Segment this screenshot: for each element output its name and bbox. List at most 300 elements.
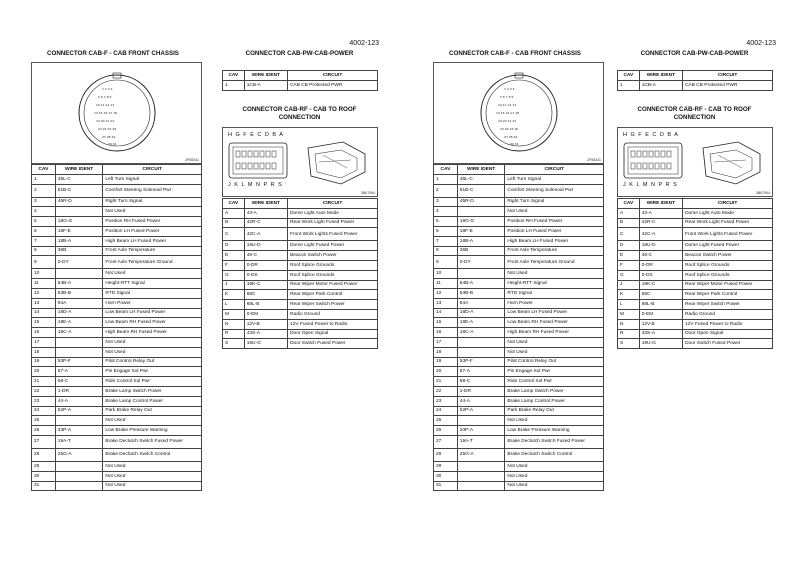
circuit-cell: Dome Light Fused Power [288,241,378,251]
wire-ident-cell: 18D-A [55,308,103,318]
cav-cell: 31 [32,481,56,491]
svg-text:27 28 29: 27 28 29 [102,135,116,139]
table-row [434,448,604,461]
cav-header: CAV [434,165,458,175]
circuit-cell: Rear Wiper Switch Power [683,300,773,310]
cab-pw-table [222,70,378,91]
circuit-cell: Not Used [505,207,604,217]
table-row [434,226,604,236]
table-row [223,270,378,280]
wire-ident-cell: 18C-A [55,328,103,338]
table-row [32,357,202,367]
circuit-cell: Radio Ground [288,309,378,319]
cav-cell: 1 [223,80,245,90]
cav-cell: 6 [434,226,458,236]
circuit-cell: Rear Wiper Motor Fused Power [683,280,773,290]
wire-ident-cell: 52P-A [457,406,505,416]
table-row [32,347,202,357]
table-row [434,197,604,207]
wire-ident-cell: 53P-F [55,357,103,367]
cav-cell: K [618,290,640,300]
cav-cell: 17 [434,337,458,347]
table-row [434,357,604,367]
circuit-cell: Front Axle Temperature Ground [103,256,202,269]
circuit-cell: Front Work Lights Fused Power [288,228,378,241]
cav-cell: 8 [434,246,458,256]
circuit-cell: Brake Declutch Switch Fused Power [505,435,604,448]
wire-ident-cell: 19A-T [457,435,505,448]
circuit-cell: Low Brake Pressure Warning [505,426,604,436]
table-row [223,309,378,319]
table-row [434,174,604,184]
table-row [32,298,202,308]
table-row [223,260,378,270]
wire-ident-cell: 36B [55,246,103,256]
circuit-cell: Not Used [103,416,202,426]
table-row [434,471,604,481]
circuit-cell: Radio Ground [683,309,773,319]
circuit-cell: Pilot Control Relay Out [505,357,604,367]
circuit-cell: CAB CB Protected PWR [288,80,378,90]
cav-cell: 7 [32,236,56,246]
wire-ident-cell [55,481,103,491]
cav-header: CAV [618,199,640,209]
wire-ident-header: WIRE IDENT [457,165,505,175]
table-header-row [223,199,378,209]
circuit-cell: Not Used [505,461,604,471]
circuit-cell: Door Switch Fused Power [288,339,378,349]
table-header-row [434,165,604,175]
table-row [32,435,202,448]
wire-ident-header: WIRE IDENT [639,71,682,81]
table-row [618,319,773,329]
cav-cell: 21 [434,377,458,387]
circuit-header: CIRCUIT [505,165,604,175]
wire-ident-cell: 19U-D [244,241,287,251]
cav-cell: 4 [434,207,458,217]
cav-cell: K [223,290,245,300]
circuit-cell: Pilot Control Relay Out [103,357,202,367]
cav-cell: 20 [32,367,56,377]
cav-cell: 29 [434,461,458,471]
cav-cell: J [618,280,640,290]
circuit-cell: Front Work Lights Fused Power [683,228,773,241]
cav-cell: 29 [32,461,56,471]
page-number: 4002-123 [349,40,379,47]
cav-cell: 22 [32,386,56,396]
cav-cell: A [223,208,245,218]
cav-cell: B [618,218,640,228]
cav-cell: 14 [32,308,56,318]
cab-rf-figure-ref: 3B67064 [755,191,770,195]
table-row [434,347,604,357]
wire-ident-cell [55,461,103,471]
circuit-cell: Beacon Switch Power [683,251,773,261]
wire-ident-cell [457,481,505,491]
wire-ident-cell: 68L-B [639,300,682,310]
cab-f-table [433,164,604,491]
cav-cell: 30 [434,471,458,481]
circuit-cell: Not Used [103,207,202,217]
svg-text:10 11 12 13: 10 11 12 13 [498,103,517,107]
table-row [223,280,378,290]
wire-ident-cell: 25G-A [457,448,505,461]
cav-cell: 10 [434,269,458,279]
cab-rf-pin-labels-top: H G F E C D B A [623,132,679,138]
circuit-cell: Dome Light Fused Power [683,241,773,251]
wire-ident-cell: 45R-D [55,197,103,207]
wire-ident-cell [55,471,103,481]
circuit-cell: Height-RTT Signal [505,279,604,289]
table-row [434,337,604,347]
table-row [618,241,773,251]
table-row [618,80,773,90]
wire-ident-cell: 1-DR [457,386,505,396]
wire-ident-cell: 43S-A [639,329,682,339]
wire-ident-cell: 12V-B [639,319,682,329]
round-connector-drawing [434,63,605,165]
circuit-cell: High Beam RH Fused Power [103,328,202,338]
svg-text:10 11 12 13: 10 11 12 13 [96,103,115,107]
wire-ident-cell: 18F-E [55,226,103,236]
circuit-cell: Pin Engage Sol Pwr [505,367,604,377]
table-row [32,207,202,217]
table-row [434,279,604,289]
circuit-cell: Not Used [505,471,604,481]
cav-cell: 15 [434,318,458,328]
wire-ident-cell [457,461,505,471]
table-row [32,426,202,436]
circuit-cell: RTD Signal [505,288,604,298]
cab-rf-title-line2: CONNECTION [278,114,321,121]
cab-rf-pin-labels-bottom: J K L M N P R S [228,182,283,188]
circuit-cell: Ride Control Sol Pwr [103,377,202,387]
wire-ident-cell: 43-A [639,208,682,218]
circuit-cell: Left Turn Signal [103,174,202,184]
wire-ident-cell: 42R-C [639,218,682,228]
table-header-row [618,199,773,209]
wire-ident-cell: 0-DR [244,260,287,270]
cav-cell: 23 [32,396,56,406]
table-row [434,416,604,426]
wire-ident-cell: 68L-B [244,300,287,310]
table-row [618,309,773,319]
circuit-cell: Right Turn Signal [505,197,604,207]
cab-f-figure-ref: 2F58341 [587,158,601,162]
circuit-cell: Position LH Fused Power [103,226,202,236]
wire-ident-cell: 19U-G [244,339,287,349]
table-row [32,308,202,318]
wire-ident-cell: 51B-C [55,184,103,197]
cav-cell: 16 [434,328,458,338]
circuit-cell: Low Beam LH Fused Power [505,308,604,318]
cav-cell: 17 [32,337,56,347]
table-row [32,246,202,256]
cav-cell: 12 [434,288,458,298]
wire-ident-cell: 64A [55,298,103,308]
wire-ident-header: WIRE IDENT [55,165,103,175]
wire-ident-cell: 0-EM [244,309,287,319]
cav-cell: 7 [434,236,458,246]
cav-cell: L [223,300,245,310]
cav-cell: 12 [32,288,56,298]
table-row [32,461,202,471]
table-row [434,481,604,491]
cav-cell: G [223,270,245,280]
wire-ident-cell: 64A [457,298,505,308]
wire-ident-cell: 51B-C [457,184,505,197]
table-row [434,217,604,227]
table-row [32,406,202,416]
cav-cell: 9 [32,256,56,269]
circuit-cell: Brake Declutch Switch Fused Power [103,435,202,448]
table-row [32,396,202,406]
table-row [434,386,604,396]
wire-ident-cell: 19U-G [639,339,682,349]
wire-ident-cell [457,416,505,426]
circuit-cell: Height-RTT Signal [103,279,202,289]
cav-cell: L [618,300,640,310]
table-row [32,184,202,197]
table-row [32,337,202,347]
wire-ident-cell: 0-DY [457,256,505,269]
wire-ident-cell: 18E-A [457,318,505,328]
wire-ident-cell: 58-C [55,377,103,387]
circuit-cell: Position RH Fused Power [103,217,202,227]
wire-ident-cell [457,269,505,279]
cab-f-title: CONNECTOR CAB-F - CAB FRONT CHASSIS [47,50,179,57]
cav-cell: 11 [32,279,56,289]
cav-header: CAV [223,199,245,209]
table-row [434,377,604,387]
wire-ident-cell: 25G-A [55,448,103,461]
cab-rf-figure-ref: 3B67064 [360,191,375,195]
table-row [434,288,604,298]
circuit-cell: Dome Light Auto Mode [683,208,773,218]
wire-ident-cell [55,347,103,357]
table-row [32,256,202,269]
wire-ident-cell: 0-DS [244,270,287,280]
table-row [434,184,604,197]
wire-ident-cell: 45R-D [457,197,505,207]
wire-ident-cell: 33P-A [55,426,103,436]
cav-header: CAV [32,165,56,175]
table-row [618,251,773,261]
cav-cell: F [618,260,640,270]
cav-cell: 2 [434,184,458,197]
cab-rf-title-line1: CONNECTOR CAB-RF - CAB TO ROOF [637,106,752,113]
table-row [434,256,604,269]
table-row [618,208,773,218]
table-row [32,197,202,207]
circuit-cell: Roof Splice Grounds [683,260,773,270]
svg-text:23 24 25 26: 23 24 25 26 [98,127,117,131]
circuit-cell: Position RH Fused Power [505,217,604,227]
wire-ident-cell: 0-DR [639,260,682,270]
wire-ident-cell: 1CB-A [244,80,287,90]
circuit-cell: Brake Lamp Switch Power [103,386,202,396]
cav-cell: A [618,208,640,218]
cav-cell: S [618,339,640,349]
table-row [618,290,773,300]
cav-cell: 20 [434,367,458,377]
table-row [618,339,773,349]
svg-text:27 28 29: 27 28 29 [504,135,518,139]
circuit-cell: 12V Fused Power to Radio [288,319,378,329]
circuit-header: CIRCUIT [103,165,202,175]
svg-text:1 2 3 4: 1 2 3 4 [504,87,515,91]
circuit-cell: Not Used [505,347,604,357]
circuit-cell: Not Used [505,337,604,347]
wire-ident-cell: 0-DY [55,256,103,269]
svg-text:19 20 21 22: 19 20 21 22 [498,119,517,123]
circuit-cell: Door Switch Fused Power [683,339,773,349]
wire-ident-cell: 19U-D [639,241,682,251]
cav-cell: 1 [434,174,458,184]
table-row [32,174,202,184]
circuit-cell: Roof Splice Grounds [288,260,378,270]
cav-cell: 25 [434,416,458,426]
circuit-cell: Low Beam RH Fused Power [103,318,202,328]
cav-cell: D [618,241,640,251]
table-row [32,236,202,246]
circuit-cell: Not Used [103,461,202,471]
cav-cell: 22 [434,386,458,396]
table-row [32,288,202,298]
circuit-cell: Low Beam RH Fused Power [505,318,604,328]
circuit-cell: RTD Signal [103,288,202,298]
wire-ident-cell: 42R-C [244,218,287,228]
cav-cell: 11 [434,279,458,289]
circuit-cell: Low Brake Pressure Warning [103,426,202,436]
circuit-cell: Not Used [505,416,604,426]
svg-text:5 6 7 8 9: 5 6 7 8 9 [98,95,112,99]
cav-cell: 16 [32,328,56,338]
cav-cell: D [223,241,245,251]
table-row [223,241,378,251]
cab-pw-title: CONNECTOR CAB-PW-CAB-POWER [640,50,749,57]
cav-cell: 27 [32,435,56,448]
table-row [434,461,604,471]
circuit-cell: Brake Lamp Control Power [103,396,202,406]
wire-ident-cell: 68C [244,290,287,300]
table-row [223,300,378,310]
wire-ident-cell: 43S-A [244,329,287,339]
table-row [434,298,604,308]
circuit-cell: Comfort Steering Solenoid Pwr [103,184,202,197]
cab-rf-title [222,106,377,122]
table-header-row [618,71,773,81]
cab-rf-connector-figure [617,127,773,197]
table-row [434,435,604,448]
cav-cell: 15 [32,318,56,328]
table-row [223,208,378,218]
cav-cell: 13 [434,298,458,308]
cab-pw-table [617,70,773,91]
svg-text:30 31: 30 31 [510,142,519,146]
cav-cell: E [618,251,640,261]
svg-text:5 6 7 8 9: 5 6 7 8 9 [500,95,514,99]
circuit-cell: Not Used [103,337,202,347]
svg-text:23 24 25 26: 23 24 25 26 [500,127,519,131]
table-row [32,367,202,377]
circuit-cell: Horn Power [505,298,604,308]
wire-ident-cell: 18F-E [457,226,505,236]
wire-ident-cell: 44-A [55,396,103,406]
wire-ident-cell [55,416,103,426]
circuit-cell: Park Brake Relay Out [505,406,604,416]
circuit-cell: Front Axle Temperature [505,246,604,256]
table-row [32,386,202,396]
circuit-cell: Door Open Signal [683,329,773,339]
cav-cell: 3 [32,197,56,207]
circuit-cell: Not Used [103,481,202,491]
cav-cell: N [618,319,640,329]
cav-cell: M [223,309,245,319]
wire-ident-cell: 42C-A [639,228,682,241]
cav-cell: 24 [434,406,458,416]
cav-cell: 10 [32,269,56,279]
wire-ident-cell: 19K-C [639,280,682,290]
circuit-cell: CAB CB Protected PWR [683,80,773,90]
table-row [434,236,604,246]
cav-cell: 9 [434,256,458,269]
cav-cell: R [223,329,245,339]
cav-cell: S [223,339,245,349]
wire-ident-cell: 12V-B [244,319,287,329]
table-row [223,319,378,329]
cab-rf-connector-figure [222,127,378,197]
svg-text:14 15 16 17 18: 14 15 16 17 18 [496,111,519,115]
wire-ident-header: WIRE IDENT [244,199,287,209]
svg-text:1 2 3 4: 1 2 3 4 [102,87,113,91]
circuit-cell: Brake Declutch Switch Control [103,448,202,461]
cav-cell: 8 [32,246,56,256]
circuit-cell: Rear Wiper Motor Fused Power [288,280,378,290]
wire-ident-cell: 57-A [55,367,103,377]
table-row [223,228,378,241]
cav-cell: 18 [434,347,458,357]
circuit-cell: Rear Work Light Fused Power [288,218,378,228]
table-row [32,481,202,491]
table-row [618,218,773,228]
wire-ident-cell: 52P-A [55,406,103,416]
circuit-cell: Brake Declutch Switch Control [505,448,604,461]
table-row [223,290,378,300]
table-row [618,329,773,339]
cab-rf-title [617,106,772,122]
wire-ident-cell: 53B-B [55,288,103,298]
circuit-cell: Park Brake Relay Out [103,406,202,416]
cav-cell: 1 [618,80,640,90]
circuit-header: CIRCUIT [683,199,773,209]
circuit-cell: Rear Work Light Fused Power [683,218,773,228]
table-row [32,377,202,387]
wire-ident-cell: 0-DS [639,270,682,280]
cav-cell: C [223,228,245,241]
cav-cell: N [223,319,245,329]
wire-ident-cell: 54B-A [55,279,103,289]
circuit-cell: Rear Wiper Park Control [288,290,378,300]
circuit-cell: Horn Power [103,298,202,308]
wire-ident-cell: 33P-A [457,426,505,436]
wire-ident-cell: 53P-F [457,357,505,367]
table-row [223,218,378,228]
wire-ident-cell: 46-C [639,251,682,261]
circuit-cell: High Beam RH Fused Power [505,328,604,338]
circuit-cell: Brake Lamp Switch Power [505,386,604,396]
table-row [32,318,202,328]
